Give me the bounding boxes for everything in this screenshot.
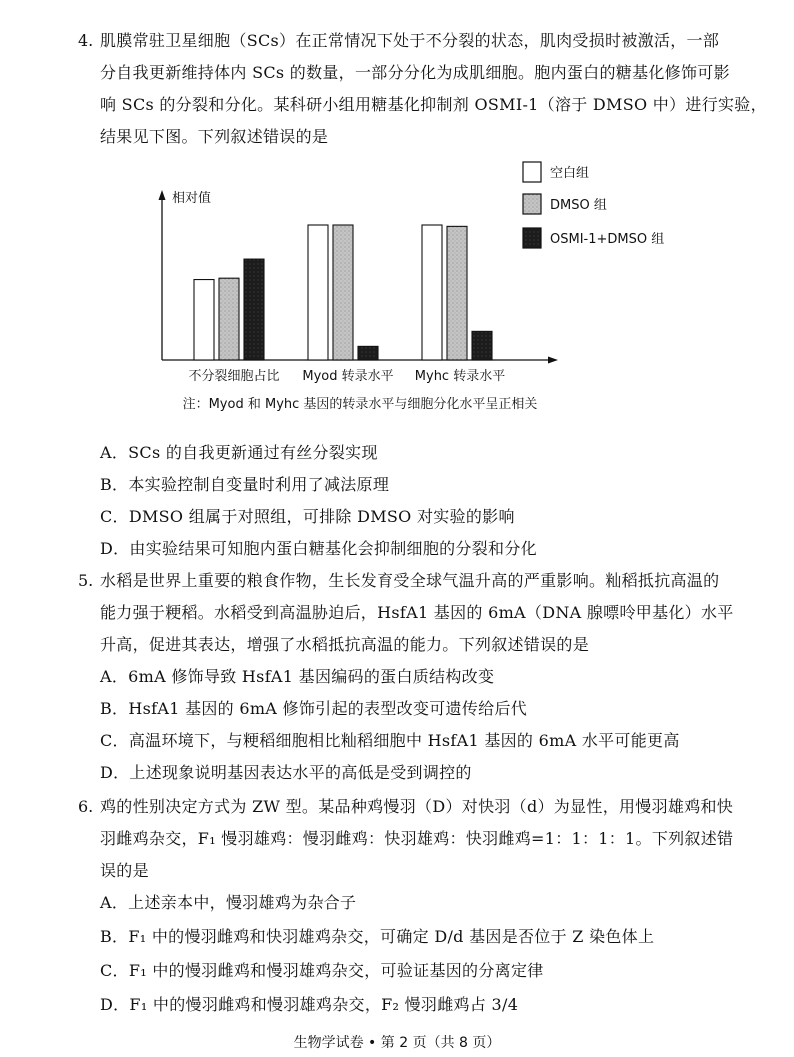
bar-dmso-group [219, 278, 239, 360]
q5-number: 5. [78, 571, 94, 590]
bar-osmi-group [472, 331, 492, 360]
category-label: Myod 转录水平 [302, 369, 394, 384]
legend-swatch-dmso [523, 194, 541, 214]
q4-number: 4. [78, 31, 94, 50]
q4-stem-line: 分自我更新维持体内 SCs 的数量，一部分分化为成肌细胞。胞内蛋白的糖基化修饰可影 [100, 63, 730, 82]
q5-option-a: A．6mA 修饰导致 HsfA1 基因编码的蛋白质结构改变 [100, 667, 495, 686]
legend-swatch-blank [523, 162, 541, 182]
bar-blank-group [422, 225, 442, 360]
q4-option-d: D．由实验结果可知胞内蛋白糖基化会抑制细胞的分裂和分化 [100, 539, 537, 558]
y-axis-label: 相对值 [172, 191, 212, 206]
q5-stem-line: 水稻是世界上重要的粮食作物，生长发育受全球气温升高的严重影响。籼稻抵抗高温的 [100, 571, 720, 590]
bar-chart [140, 150, 710, 425]
q5-option-b: B．HsfA1 基因的 6mA 修饰引起的表型改变可遗传给后代 [100, 699, 528, 718]
bar-blank-group [308, 225, 328, 360]
q6-stem-line: 误的是 [100, 861, 149, 880]
bar-dmso-group [333, 225, 353, 360]
q6-number: 6. [78, 797, 94, 816]
q4-option-c: C．DMSO 组属于对照组，可排除 DMSO 对实验的影响 [100, 507, 515, 526]
q4-stem-line: 响 SCs 的分裂和分化。某科研小组用糖基化抑制剂 OSMI-1（溶于 DMSO 中）进行实验， [100, 95, 767, 114]
q6-option-b: B．F₁ 中的慢羽雌鸡和快羽雄鸡杂交，可确定 D/d 基因是否位于 Z 染色体上 [100, 927, 655, 946]
q4-option-b: B．本实验控制自变量时利用了减法原理 [100, 475, 390, 494]
page-footer: 生物学试卷 • 第 2 页（共 8 页） [293, 1035, 501, 1051]
category-label: Myhc 转录水平 [414, 369, 506, 384]
bar-osmi-group [244, 259, 264, 360]
legend-label: OSMI-1+DMSO 组 [550, 232, 665, 247]
y-axis-arrow [159, 190, 166, 200]
q5-option-c: C．高温环境下，与粳稻细胞相比籼稻细胞中 HsfA1 基因的 6mA 水平可能更高 [100, 731, 680, 750]
legend-label: DMSO 组 [550, 198, 607, 213]
legend-label: 空白组 [550, 166, 590, 181]
q6-stem-line: 鸡的性别决定方式为 ZW 型。某品种鸡慢羽（D）对快羽（d）为显性，用慢羽雄鸡和快 [100, 797, 734, 816]
x-axis-arrow [548, 357, 558, 364]
legend-swatch-osmi [523, 228, 541, 248]
q5-stem-line: 能力强于粳稻。水稻受到高温胁迫后，HsfA1 基因的 6mA（DNA 腺嘌呤甲基化）水平 [100, 603, 734, 622]
q6-option-c: C．F₁ 中的慢羽雌鸡和慢羽雄鸡杂交，可验证基因的分离定律 [100, 961, 544, 980]
q5-option-d: D．上述现象说明基因表达水平的高低是受到调控的 [100, 763, 472, 782]
q6-option-a: A．上述亲本中，慢羽雄鸡为杂合子 [100, 893, 357, 912]
q6-option-d: D．F₁ 中的慢羽雌鸡和慢羽雄鸡杂交，F₂ 慢羽雌鸡占 3/4 [100, 995, 519, 1014]
bar-dmso-group [447, 226, 467, 360]
bar-osmi-group [358, 346, 378, 360]
chart-note: 注：Myod 和 Myhc 基因的转录水平与细胞分化水平呈正相关 [182, 397, 538, 412]
q4-stem-line: 肌膜常驻卫星细胞（SCs）在正常情况下处于不分裂的状态，肌肉受损时被激活，一部 [100, 31, 720, 50]
q4-stem-line: 结果见下图。下列叙述错误的是 [100, 127, 329, 146]
q4-option-a: A．SCs 的自我更新通过有丝分裂实现 [100, 443, 378, 462]
q6-stem-line: 羽雌鸡杂交，F₁ 慢羽雄鸡：慢羽雌鸡：快羽雄鸡：快羽雌鸡=1：1：1：1。下列叙述错 [100, 829, 734, 848]
bar-blank-group [194, 280, 214, 360]
category-label: 不分裂细胞占比 [188, 369, 280, 384]
q5-stem-line: 升高，促进其表达，增强了水稻抵抗高温的能力。下列叙述错误的是 [100, 635, 590, 654]
